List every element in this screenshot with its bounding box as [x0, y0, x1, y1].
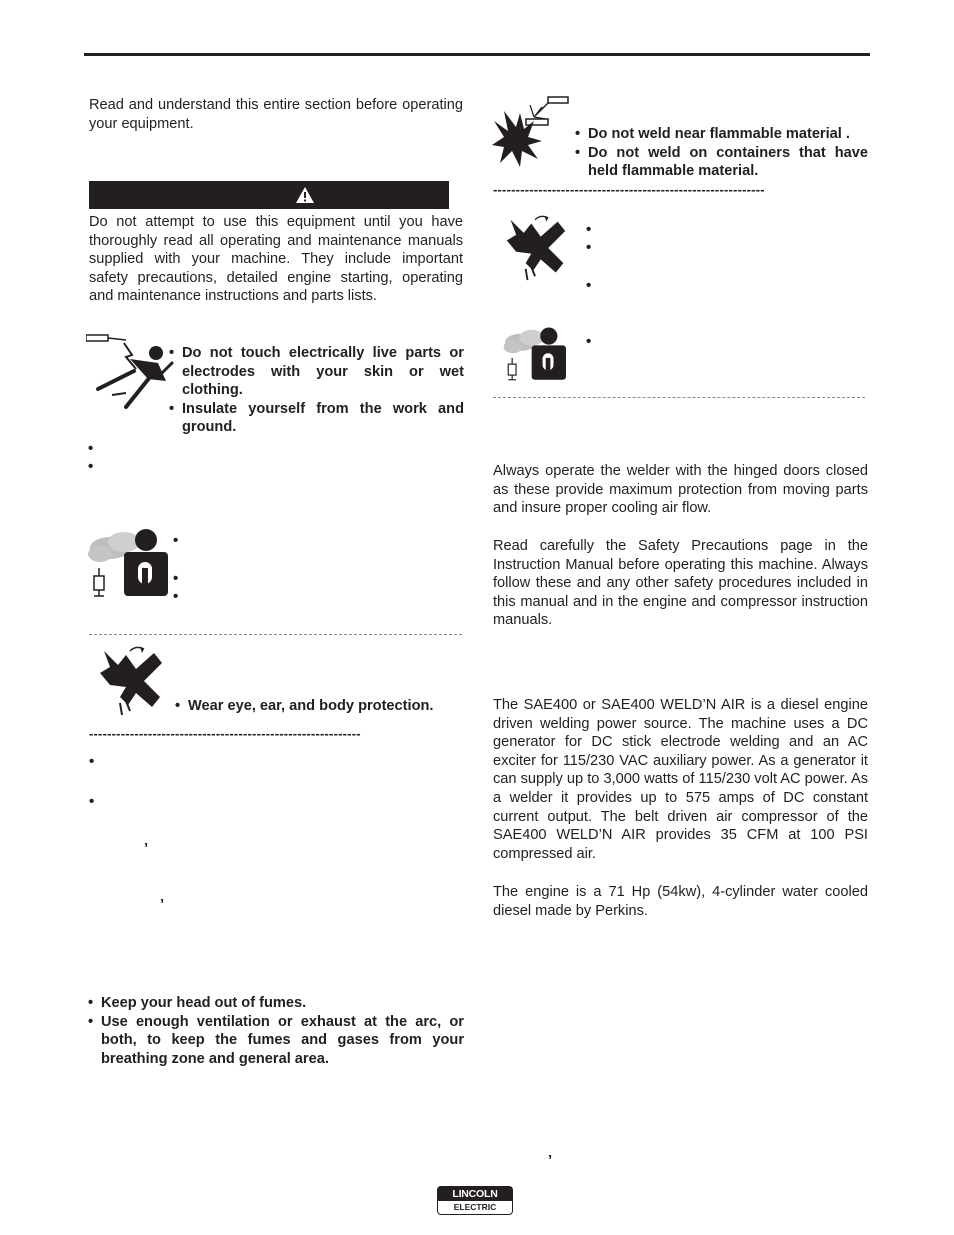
- bullet-marker: •: [88, 458, 94, 475]
- bullet-marker: •: [89, 793, 95, 810]
- warning-triangle-icon: [295, 186, 315, 204]
- warning-paragraph: Do not attempt to use this equipment until you have thoroughly read all operating and maintenance manuals supplied with your machine. They include important safety precautions, detailed engine starting, operating and maintenance instructions and parts lists.: [89, 214, 463, 305]
- moving-parts-icon: [503, 213, 569, 283]
- engine-paragraph: The engine is a 71 Hp (54kw), 4-cylinder water cooled diesel made by Perkins.: [493, 884, 868, 919]
- protection-bullets: [175, 697, 460, 716]
- bullet-item: • Keep your head out of fumes.: [88, 994, 464, 1013]
- bullet-marker: •: [173, 570, 179, 587]
- bullet-item: • Do not weld near flammable material .: [575, 125, 868, 144]
- bullet-marker: •: [89, 753, 95, 770]
- moving-parts-icon: [96, 645, 166, 717]
- warning-banner: [89, 181, 449, 209]
- bullet-item: • Use enough ventilation or exhaust at the arc, or both, to keep the fumes and gases from your breathing zone and general area.: [88, 1013, 464, 1069]
- bullet-item: • Insulate yourself from the work and ground.: [169, 400, 464, 437]
- fire-explosion-icon: [490, 95, 574, 169]
- registered-mark: ®: [504, 1188, 510, 1195]
- doors-paragraph: Always operate the welder with the hinged doors closed as these provide maximum protection from moving parts and insure proper cooling air flow.: [493, 463, 868, 517]
- top-rule: [84, 53, 870, 56]
- fumes-icon: [502, 325, 566, 383]
- bullet-marker: •: [173, 532, 179, 549]
- logo-top-text: LINCOLN: [438, 1187, 512, 1201]
- dashed-divider: ------------------------------------------------------------: [493, 182, 765, 197]
- electric-shock-bullets: [169, 344, 464, 437]
- bullet-item: • Wear eye, ear, and body protection.: [175, 697, 460, 716]
- bullet-item: • Do not weld on containers that have held flammable material.: [575, 144, 868, 181]
- dashed-divider: ------------------------------------------------------------: [89, 726, 361, 741]
- apostrophe-mark: ’: [144, 840, 149, 857]
- bullet-marker: •: [586, 277, 592, 294]
- divider: [493, 397, 865, 398]
- intro-text: Read and understand this entire section before operating your equipment.: [89, 97, 463, 132]
- bullet-marker: •: [586, 221, 592, 238]
- lincoln-electric-logo: [437, 1186, 513, 1215]
- bullet-marker: •: [88, 440, 94, 457]
- logo-bottom-text: ELECTRIC: [453, 1202, 497, 1212]
- apostrophe-mark: ’: [548, 1152, 553, 1169]
- fumes-bullets: [88, 994, 464, 1068]
- safety-paragraph: Read carefully the Safety Precautions page in the Instruction Manual before operating this machine. Always follow these and any other safety procedures included in this manual and in the engine and compressor instruction manuals.: [493, 538, 868, 629]
- bullet-item: • Do not touch electrically live parts or electrodes with your skin or wet clothing.: [169, 344, 464, 400]
- fumes-icon: [86, 528, 168, 598]
- fire-bullets: [575, 125, 868, 181]
- bullet-marker: •: [173, 588, 179, 605]
- bullet-marker: •: [586, 333, 592, 350]
- description-paragraph: The SAE400 or SAE400 WELD’N AIR is a diesel engine driven welding power source. The machine uses a DC generator for DC stick electrode welding and an AC exciter for 115/230 VAC auxiliary power. As a generator it can supply up to 3,000 watts of 115/230 volt AC power. As a welder it provides up to 575 amps of DC constant current output. The belt driven air compressor of the SAE400 WELD’N AIR provides 35 CFM at 100 PSI compressed air.: [493, 697, 868, 862]
- bullet-marker: •: [586, 239, 592, 256]
- apostrophe-mark: ’: [160, 896, 165, 913]
- divider: [89, 634, 462, 635]
- electric-shock-icon: [86, 333, 176, 413]
